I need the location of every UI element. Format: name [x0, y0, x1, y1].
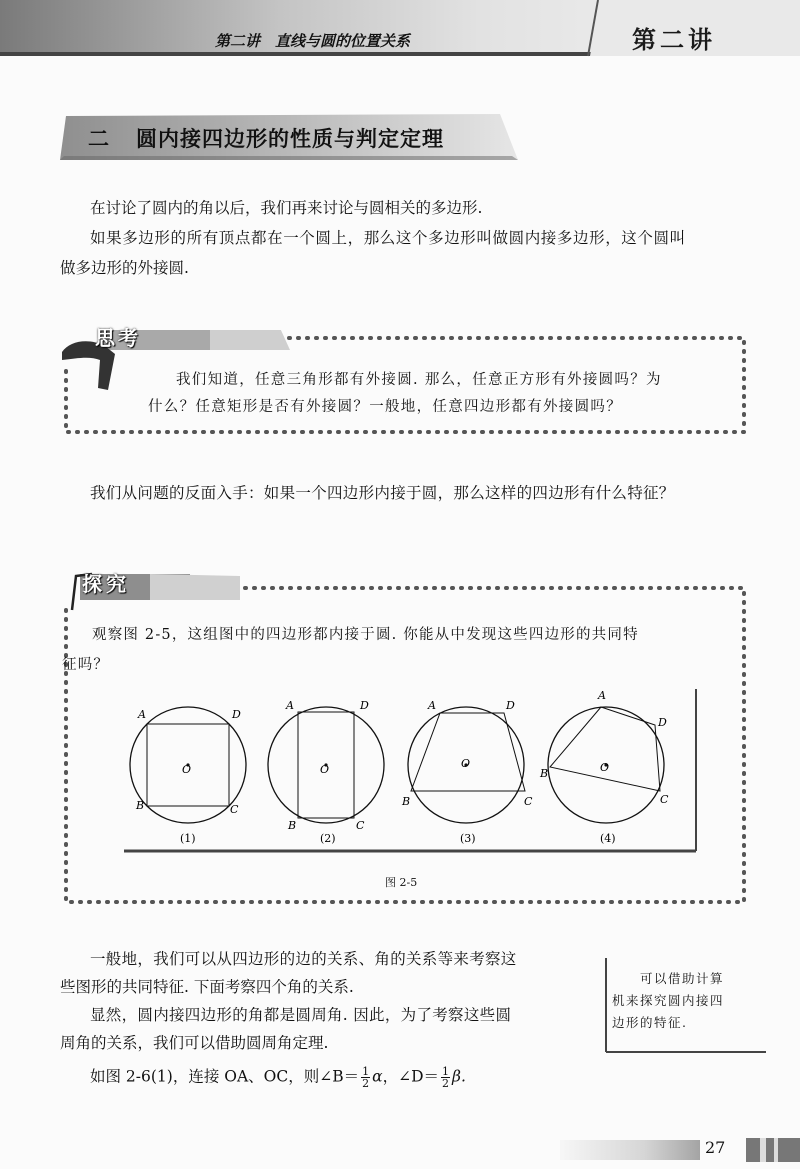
body-line-1: 一般地，我们可以从四边形的边的关系、角的关系等来考察这: [90, 950, 517, 968]
intro-line-1: 在讨论了圆内的角以后，我们再来讨论与圆相关的多边形.: [90, 199, 483, 217]
explore-line-2: 征吗？: [62, 657, 110, 673]
label-O4: O: [600, 761, 610, 774]
intro-line-2: 如果多边形的所有顶点都在一个圆上，那么这个多边形叫做圆内接多边形，这个圆叫: [90, 229, 686, 247]
body-line-3: 显然，圆内接四边形的角都是圆周角. 因此，为了考察这些圆: [90, 1006, 512, 1024]
section-number: 二: [88, 127, 110, 151]
explore-label: 探究: [82, 572, 130, 596]
label-O3: O: [461, 757, 471, 770]
label-C1: C: [230, 803, 239, 816]
label-A1: A: [138, 708, 146, 721]
subfigure-1: [130, 707, 246, 845]
label-C3: C: [524, 795, 533, 808]
explore-line-1: 观察图 2-5，这组图中的四边形都内接于圆. 你能从中发现这些四边形的共同特: [92, 627, 639, 643]
question-line: 我们从问题的反面入手：如果一个四边形内接于圆，那么这样的四边形有什么特征？: [90, 484, 675, 502]
label-B4: B: [540, 767, 549, 780]
label-O2: O: [320, 763, 330, 776]
section-title-text: 圆内接四边形的性质与判定定理: [136, 127, 444, 151]
subfig-label-1: (1): [180, 832, 196, 845]
label-D1: D: [232, 708, 241, 721]
label-A2: A: [286, 699, 294, 712]
formula-beta: β.: [452, 1067, 466, 1086]
side-note-line-3: 边形的特征.: [612, 1015, 688, 1030]
formula-line: [90, 1066, 466, 1089]
side-note: [612, 968, 724, 1034]
section-title: [88, 123, 444, 153]
intro-line-3: 做多边形的外接圆.: [60, 259, 189, 277]
body-line-4: 周角的关系，我们可以借助圆周角定理.: [60, 1034, 329, 1052]
label-C4: C: [660, 793, 669, 806]
formula-alpha: α: [372, 1067, 383, 1086]
label-C2: C: [356, 819, 365, 832]
think-line-1: 我们知道，任意三角形都有外接圆. 那么，任意正方形有外接圆吗？为: [176, 372, 662, 388]
page-number: 27: [705, 1138, 726, 1157]
subfigure-3: [401, 699, 533, 845]
label-A3: A: [428, 699, 436, 712]
think-label: 思考: [95, 326, 141, 350]
fraction-b: [361, 1066, 370, 1089]
label-B1: B: [136, 799, 145, 812]
subfigure-4: [539, 689, 669, 845]
fraction-b-num: 1: [362, 1065, 370, 1078]
label-O1: O: [182, 763, 192, 776]
header-chapter-tag: 第二讲: [632, 25, 716, 54]
label-D4: D: [658, 716, 667, 729]
fraction-d: [441, 1066, 450, 1089]
subfig-label-3: (3): [460, 832, 476, 845]
label-B2: B: [288, 819, 297, 832]
think-line-2: 什么？任意矩形是否有外接圆？一般地，任意四边形都有外接圆吗？: [148, 399, 622, 415]
subfig-label-2: (2): [320, 832, 336, 845]
header-title: 第二讲 直线与圆的位置关系: [215, 32, 411, 50]
subfigure-2: [268, 699, 384, 845]
side-note-line-2: 机来探究圆内接四: [612, 993, 725, 1008]
figure-2-5: [120, 685, 700, 855]
formula-prefix: 如图 2-6(1)，连接 OA、OC，则∠B＝: [90, 1067, 360, 1086]
explore-text: [62, 620, 639, 680]
formula-sep: ，∠D＝: [382, 1067, 440, 1086]
label-D2: D: [360, 699, 369, 712]
label-B3: B: [402, 795, 411, 808]
footer-bar: [560, 1138, 800, 1162]
label-A4: A: [598, 689, 606, 702]
side-note-line-1: 可以借助计算: [640, 971, 725, 986]
fraction-d-num: 1: [442, 1065, 450, 1078]
figure-caption: 图 2-5: [385, 876, 418, 889]
think-text: [148, 367, 662, 421]
body-line-2: 些图形的共同特征. 下面考察四个角的关系.: [60, 978, 354, 996]
fraction-d-den: 2: [442, 1077, 450, 1090]
subfig-label-4: (4): [600, 832, 616, 845]
fraction-b-den: 2: [362, 1077, 370, 1090]
label-D3: D: [506, 699, 515, 712]
